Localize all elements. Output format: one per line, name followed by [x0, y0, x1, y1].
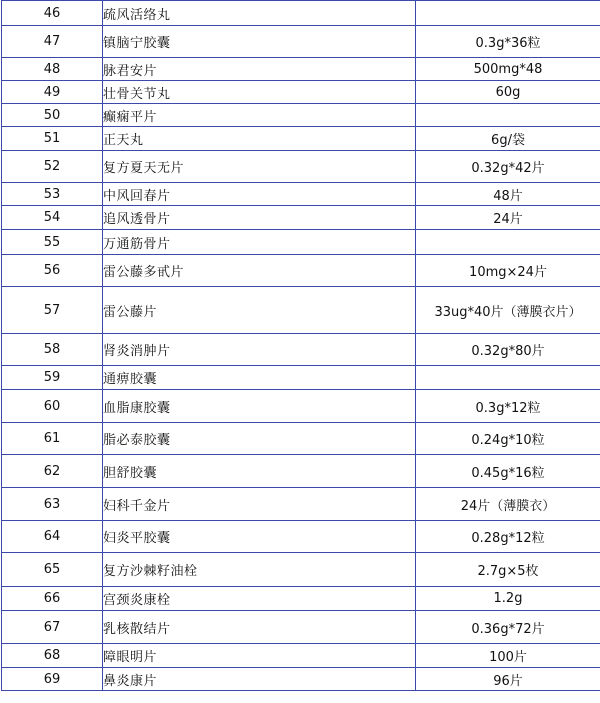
drug-name-cell: 妇科千金片 — [103, 488, 416, 521]
table-row — [2, 488, 600, 521]
drug-name-cell: 通痹胶囊 — [103, 366, 416, 390]
row-number-cell: 53 — [2, 183, 103, 206]
row-number-cell: 49 — [2, 81, 103, 104]
drug-name-cell: 壮骨关节丸 — [103, 81, 416, 104]
row-number-cell: 60 — [2, 390, 103, 423]
table-row — [2, 611, 600, 644]
row-number-cell: 68 — [2, 644, 103, 668]
row-number-cell: 46 — [2, 1, 103, 26]
table-row — [2, 151, 600, 183]
specification-cell: 96片 — [416, 668, 600, 691]
row-number-cell: 58 — [2, 334, 103, 366]
row-number-cell: 54 — [2, 206, 103, 230]
drug-name-cell: 癫痫平片 — [103, 104, 416, 127]
specification-cell: 0.36g*72片 — [416, 611, 600, 644]
specification-cell: 0.28g*12粒 — [416, 521, 600, 553]
table-row — [2, 334, 600, 366]
specification-cell: 24片 — [416, 206, 600, 230]
specification-cell: 0.45g*16粒 — [416, 455, 600, 488]
table-row — [2, 1, 600, 26]
specification-cell: 60g — [416, 81, 600, 104]
table-row — [2, 127, 600, 151]
specification-cell — [416, 1, 600, 26]
row-number-cell: 69 — [2, 668, 103, 691]
row-number-cell: 47 — [2, 26, 103, 58]
drug-name-cell: 复方夏天无片 — [103, 151, 416, 183]
row-number-cell: 61 — [2, 423, 103, 455]
row-number-cell: 62 — [2, 455, 103, 488]
specification-cell: 0.3g*12粒 — [416, 390, 600, 423]
row-number-cell: 50 — [2, 104, 103, 127]
table-row — [2, 644, 600, 668]
row-number-cell: 64 — [2, 521, 103, 553]
table-row — [2, 255, 600, 287]
table-row — [2, 230, 600, 255]
specification-cell: 6g/袋 — [416, 127, 600, 151]
row-number-cell: 52 — [2, 151, 103, 183]
table-row — [2, 390, 600, 423]
specification-cell: 33ug*40片（薄膜衣片） — [416, 287, 600, 334]
table-row — [2, 81, 600, 104]
drug-name-cell: 脂必泰胶囊 — [103, 423, 416, 455]
drug-name-cell: 血脂康胶囊 — [103, 390, 416, 423]
row-number-cell: 65 — [2, 553, 103, 587]
specification-cell: 0.32g*42片 — [416, 151, 600, 183]
specification-cell: 10mg×24片 — [416, 255, 600, 287]
row-number-cell: 57 — [2, 287, 103, 334]
drug-name-cell: 正天丸 — [103, 127, 416, 151]
row-number-cell: 67 — [2, 611, 103, 644]
table-row — [2, 104, 600, 127]
specification-cell: 0.32g*80片 — [416, 334, 600, 366]
specification-cell: 48片 — [416, 183, 600, 206]
drug-name-cell: 复方沙棘籽油栓 — [103, 553, 416, 587]
table-row — [2, 26, 600, 58]
row-number-cell: 66 — [2, 587, 103, 611]
table-body — [2, 1, 600, 691]
specification-cell: 1.2g — [416, 587, 600, 611]
specification-cell: 100片 — [416, 644, 600, 668]
specification-cell — [416, 366, 600, 390]
drug-name-cell: 万通筋骨片 — [103, 230, 416, 255]
drug-name-cell: 雷公藤片 — [103, 287, 416, 334]
specification-cell: 0.24g*10粒 — [416, 423, 600, 455]
table-row — [2, 423, 600, 455]
table-row — [2, 366, 600, 390]
row-number-cell: 63 — [2, 488, 103, 521]
drug-name-cell: 雷公藤多甙片 — [103, 255, 416, 287]
drug-name-cell: 妇炎平胶囊 — [103, 521, 416, 553]
drug-name-cell: 乳核散结片 — [103, 611, 416, 644]
drug-name-cell: 追风透骨片 — [103, 206, 416, 230]
table-row — [2, 668, 600, 691]
drug-name-cell: 疏风活络丸 — [103, 1, 416, 26]
table-row — [2, 287, 600, 334]
row-number-cell: 56 — [2, 255, 103, 287]
specification-cell: 24片（薄膜衣） — [416, 488, 600, 521]
row-number-cell: 48 — [2, 58, 103, 81]
row-number-cell: 55 — [2, 230, 103, 255]
row-number-cell: 51 — [2, 127, 103, 151]
drug-name-cell: 胆舒胶囊 — [103, 455, 416, 488]
table-row — [2, 553, 600, 587]
specification-cell: 0.3g*36粒 — [416, 26, 600, 58]
table-row — [2, 206, 600, 230]
drug-table — [1, 0, 600, 691]
drug-name-cell: 中风回春片 — [103, 183, 416, 206]
drug-name-cell: 镇脑宁胶囊 — [103, 26, 416, 58]
specification-cell: 500mg*48 — [416, 58, 600, 81]
table-row — [2, 183, 600, 206]
drug-name-cell: 障眼明片 — [103, 644, 416, 668]
drug-name-cell: 肾炎消肿片 — [103, 334, 416, 366]
drug-name-cell: 鼻炎康片 — [103, 668, 416, 691]
table-row — [2, 587, 600, 611]
drug-name-cell: 脉君安片 — [103, 58, 416, 81]
table-row — [2, 521, 600, 553]
row-number-cell: 59 — [2, 366, 103, 390]
specification-cell — [416, 230, 600, 255]
drug-name-cell: 宫颈炎康栓 — [103, 587, 416, 611]
specification-cell — [416, 104, 600, 127]
specification-cell: 2.7g×5枚 — [416, 553, 600, 587]
table-row — [2, 455, 600, 488]
table-row — [2, 58, 600, 81]
